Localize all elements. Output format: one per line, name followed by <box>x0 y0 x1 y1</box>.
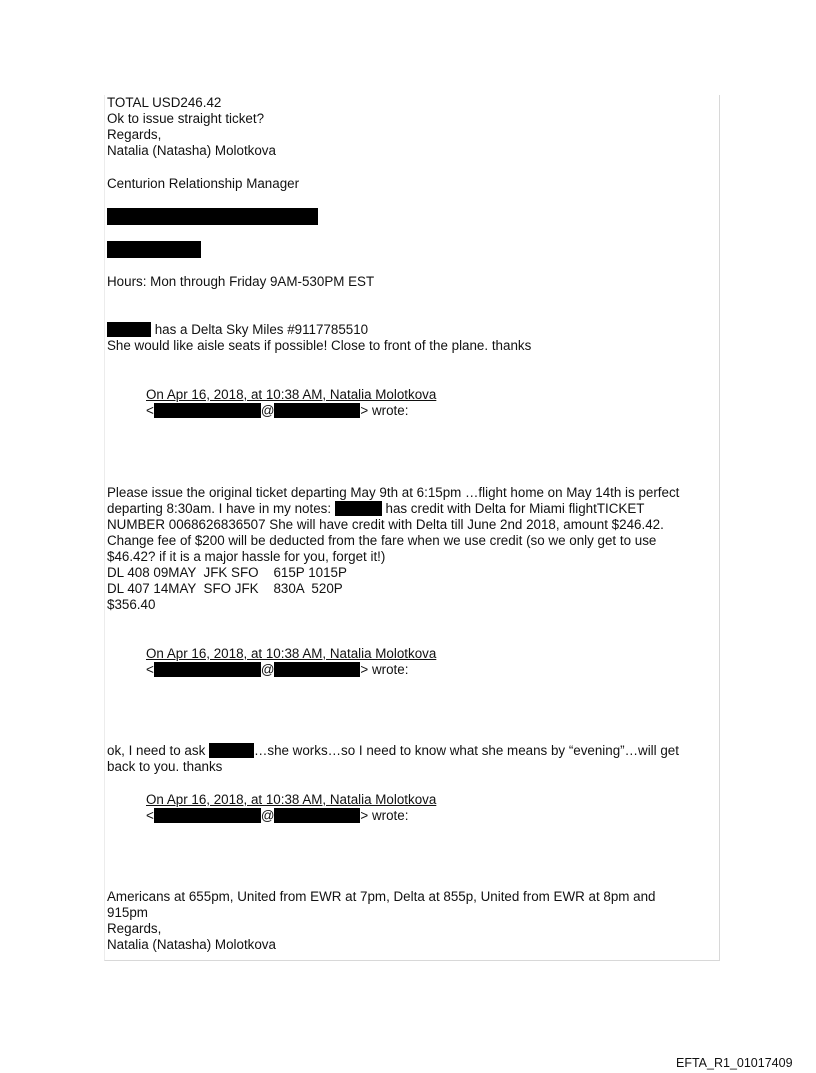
reply2-line5: $46.42? if it is a major hassle for you, forget it!) <box>107 549 386 564</box>
redaction-inline <box>274 403 360 418</box>
sender-title: Centurion Relationship Manager <box>107 176 300 191</box>
quote-header-on: On Apr 16, 2018, at 10:38 AM, Natalia Molotkova <box>146 792 437 807</box>
quote-header-from: < @ > wrote: <box>146 403 409 418</box>
reply3-line1: ok, I need to ask …she works…so I need to know what she means by “evening”…will get <box>107 743 679 758</box>
reply2-line2: departing 8:30am. I have in my notes: has credit with Delta for Miami flightTICKET <box>107 501 645 516</box>
price-line: $356.40 <box>107 597 156 612</box>
reply4-line1: Americans at 655pm, United from EWR at 7pm, Delta at 855p, United from EWR at 8pm and <box>107 889 656 904</box>
reply4-line2: 915pm <box>107 905 148 920</box>
total-line: TOTAL USD246.42 <box>107 95 222 110</box>
reply2-line1: Please issue the original ticket departing May 9th at 6:15pm …flight home on May 14th is perfect <box>107 485 680 500</box>
redaction-inline <box>154 662 261 677</box>
sky-miles-line: has a Delta Sky Miles #9117785510 <box>107 322 368 338</box>
quote-header-on: On Apr 16, 2018, at 10:38 AM, Natalia Molotkova <box>146 387 437 402</box>
redaction-inline <box>335 501 382 516</box>
redaction-inline <box>274 808 360 823</box>
regards-line: Regards, <box>107 127 162 142</box>
quote-header-on: On Apr 16, 2018, at 10:38 AM, Natalia Molotkova <box>146 646 437 661</box>
redaction-inline <box>154 403 261 418</box>
redaction-inline <box>107 322 151 337</box>
redaction-inline <box>154 808 261 823</box>
seat-request-line: She would like aisle seats if possible! Close to front of the plane. thanks <box>107 338 532 353</box>
redaction-block <box>107 241 201 258</box>
regards-line: Regards, <box>107 921 162 936</box>
sender-name: Natalia (Natasha) Molotkova <box>107 937 276 952</box>
redaction-inline <box>274 662 360 677</box>
sender-name: Natalia (Natasha) Molotkova <box>107 143 276 158</box>
reply3-line2: back to you. thanks <box>107 759 223 774</box>
redaction-inline <box>209 743 254 758</box>
quote-header-from: < @ > wrote: <box>146 662 409 677</box>
question-line: Ok to issue straight ticket? <box>107 111 265 126</box>
redaction-block <box>107 208 318 225</box>
hours-line: Hours: Mon through Friday 9AM-530PM EST <box>107 274 375 289</box>
quote-header-from: < @ > wrote: <box>146 808 409 823</box>
reply2-line3: NUMBER 0068626836507 She will have credit with Delta till June 2nd 2018, amount $246.42. <box>107 517 664 532</box>
flight-line: DL 408 09MAY JFK SFO 615P 1015P <box>107 565 347 580</box>
flight-line: DL 407 14MAY SFO JFK 830A 520P <box>107 581 343 596</box>
document-id: EFTA_R1_01017409 <box>676 1056 793 1070</box>
reply2-line4: Change fee of $200 will be deducted from the fare when we use credit (so we only get to use <box>107 533 657 548</box>
